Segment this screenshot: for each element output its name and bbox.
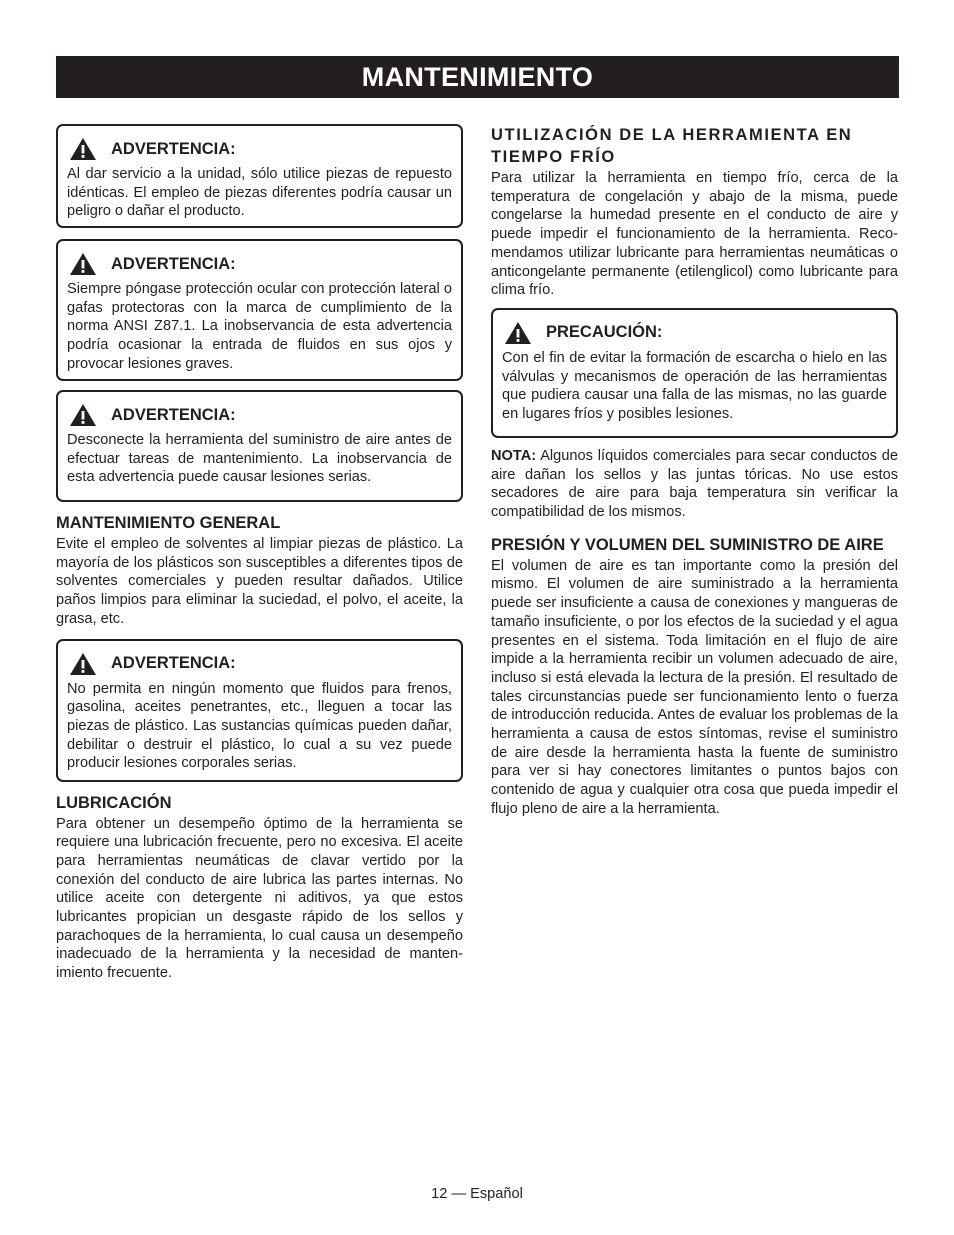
left-column <box>56 124 463 993</box>
warning-triangle-icon <box>69 652 97 676</box>
page-title: MANTENIMIENTO <box>56 56 899 98</box>
note-paragraph <box>491 447 898 522</box>
warning-box-eye-protection <box>56 239 463 381</box>
warning-title: ADVERTENCIA: <box>111 254 236 273</box>
warning-header <box>67 250 452 278</box>
general-maintenance-text: Evite el empleo de solventes al limpiar piezas de plástico. La mayoría de los plásticos son susceptibles a diferentes tipos de solventes comerciales y pueden resultar dañados. Utilice paños limpios para eliminar la suciedad, el polvo, el aceite, la grasa, etc. <box>56 536 463 627</box>
warning-triangle-icon <box>69 252 97 276</box>
warning-title: ADVERTENCIA: <box>111 654 236 673</box>
section-heading-general-maintenance: MANTENIMIENTO GENERAL <box>56 514 281 532</box>
air-supply-text: El volumen de aire es tan importante como la presión del mismo. El volumen de aire suministrado a la herramienta puede ser insuficiente a causa de conexiones y mangueras de tamaño insuficiente, o por los efectos de la suciedad y el agua presentes en el sistema. Toda limitación en el flujo de aire impide a la herramienta recibir un volumen adecuado de aire, incluso si está elevada la lectura de la presión. El resultado de tales circunstancias puede ser funcionamiento lento o fuerza de introducción reducida. Antes de evaluar los problemas de la herramienta a causa de estos síntomas, revise el suministro de aire desde la herramienta hasta la fuente de suministro para ver si hay conectores limitantes o puntos bajos con contenido de agua y cualquier otra cosa que pueda impedir el flujo pleno de aire a la herramienta. <box>491 557 898 817</box>
warning-title: ADVERTENCIA: <box>111 405 236 424</box>
caution-header <box>502 319 887 347</box>
warning-triangle-icon <box>69 137 97 161</box>
warning-box-fluids <box>56 639 463 782</box>
warning-header <box>67 401 452 429</box>
caution-title: PRECAUCIÓN: <box>546 323 663 342</box>
cold-weather-text: Para utilizar la herramienta en tiempo frío, cerca de la temperatura de congelación y abajo de la misma, puede congelarse la humedad presente en el conducto de aire y puede impedir el funcionamiento de la herramienta. Reco-mendamos utilizar lubricante para herramientas neumáticas o anticongelante permanente (etilenglicol) como lubricante para clima frío. <box>491 170 898 299</box>
warning-triangle-icon <box>69 403 97 427</box>
warning-triangle-icon <box>504 321 532 345</box>
warning-text: No permita en ningún momento que fluidos para frenos, gasolina, aceites penetrantes, etc., lleguen a tocar las piezas de plástico. Las sustancias químicas pueden dañar, debilitar o destruir el plástico, lo cual a su vez puede producir lesiones corporales serias. <box>67 680 452 772</box>
warning-header <box>67 135 452 163</box>
warning-title: ADVERTENCIA: <box>111 139 236 158</box>
lubrication-text: Para obtener un desempeño óptimo de la herramienta se requiere una lubricación frecuente, pero no excesiva. El aceite para herramientas neumáticas de clavar vertido por la conexión del conducto de aire lubrica las partes internas. No utilice aceite con detergente ni aditivos, ya que estos lubricantes propician un desgaste rápido de los sellos y parachoques de la herramienta, lo cual causa un desempeño inadecuado de la herramienta y la necesidad de manten-imiento frecuente. <box>56 815 463 982</box>
caution-text: Con el fin de evitar la formación de escarcha o hielo en las válvulas y mecanismos de operación de las herramientas que pudiera causar una falla de las mismas, no las guarde en lugares fríos y posibles lesiones. <box>502 349 887 423</box>
warning-box-replacement-parts <box>56 124 463 228</box>
note-label: NOTA: <box>491 447 537 464</box>
note-text: Algunos líquidos comerciales para secar conductos de aire dañan los sellos y las juntas tóricas. No use estos secadores de aire para baja temperatura sin verificar la compatibilidad de los mismos. <box>491 447 898 521</box>
right-column <box>491 124 898 829</box>
caution-box-frost <box>491 308 898 438</box>
warning-text: Desconecte la herramienta del suministro de aire antes de efectuar tareas de mantenimiento. La inobservancia de esta advertencia puede causar lesiones serias. <box>67 432 452 486</box>
warning-box-disconnect-air <box>56 390 463 502</box>
section-heading-air-supply: PRESIÓN Y VOLUMEN DEL SUMINISTRO DE AIRE <box>491 535 884 554</box>
page-footer: 12 — Español <box>431 1186 523 1202</box>
warning-text: Siempre póngase protección ocular con protección lateral o gafas protectoras con la marca de cumplimiento de la norma ANSI Z87.1. La inobservancia de esta advertencia podría ocasionar la entrada de fluidos en sus ojos y provocar lesiones graves. <box>67 281 452 372</box>
warning-text: Al dar servicio a la unidad, sólo utilice piezas de repuesto idénticas. El empleo de piezas diferentes podría causar un peligro o dañar el producto. <box>67 166 452 220</box>
section-heading-cold-weather: UTILIZACIÓN DE LA HERRAMIENTA EN TIEMPO FRÍO <box>491 126 853 166</box>
warning-header <box>67 650 452 678</box>
section-heading-lubrication: LUBRICACIÓN <box>56 793 172 812</box>
